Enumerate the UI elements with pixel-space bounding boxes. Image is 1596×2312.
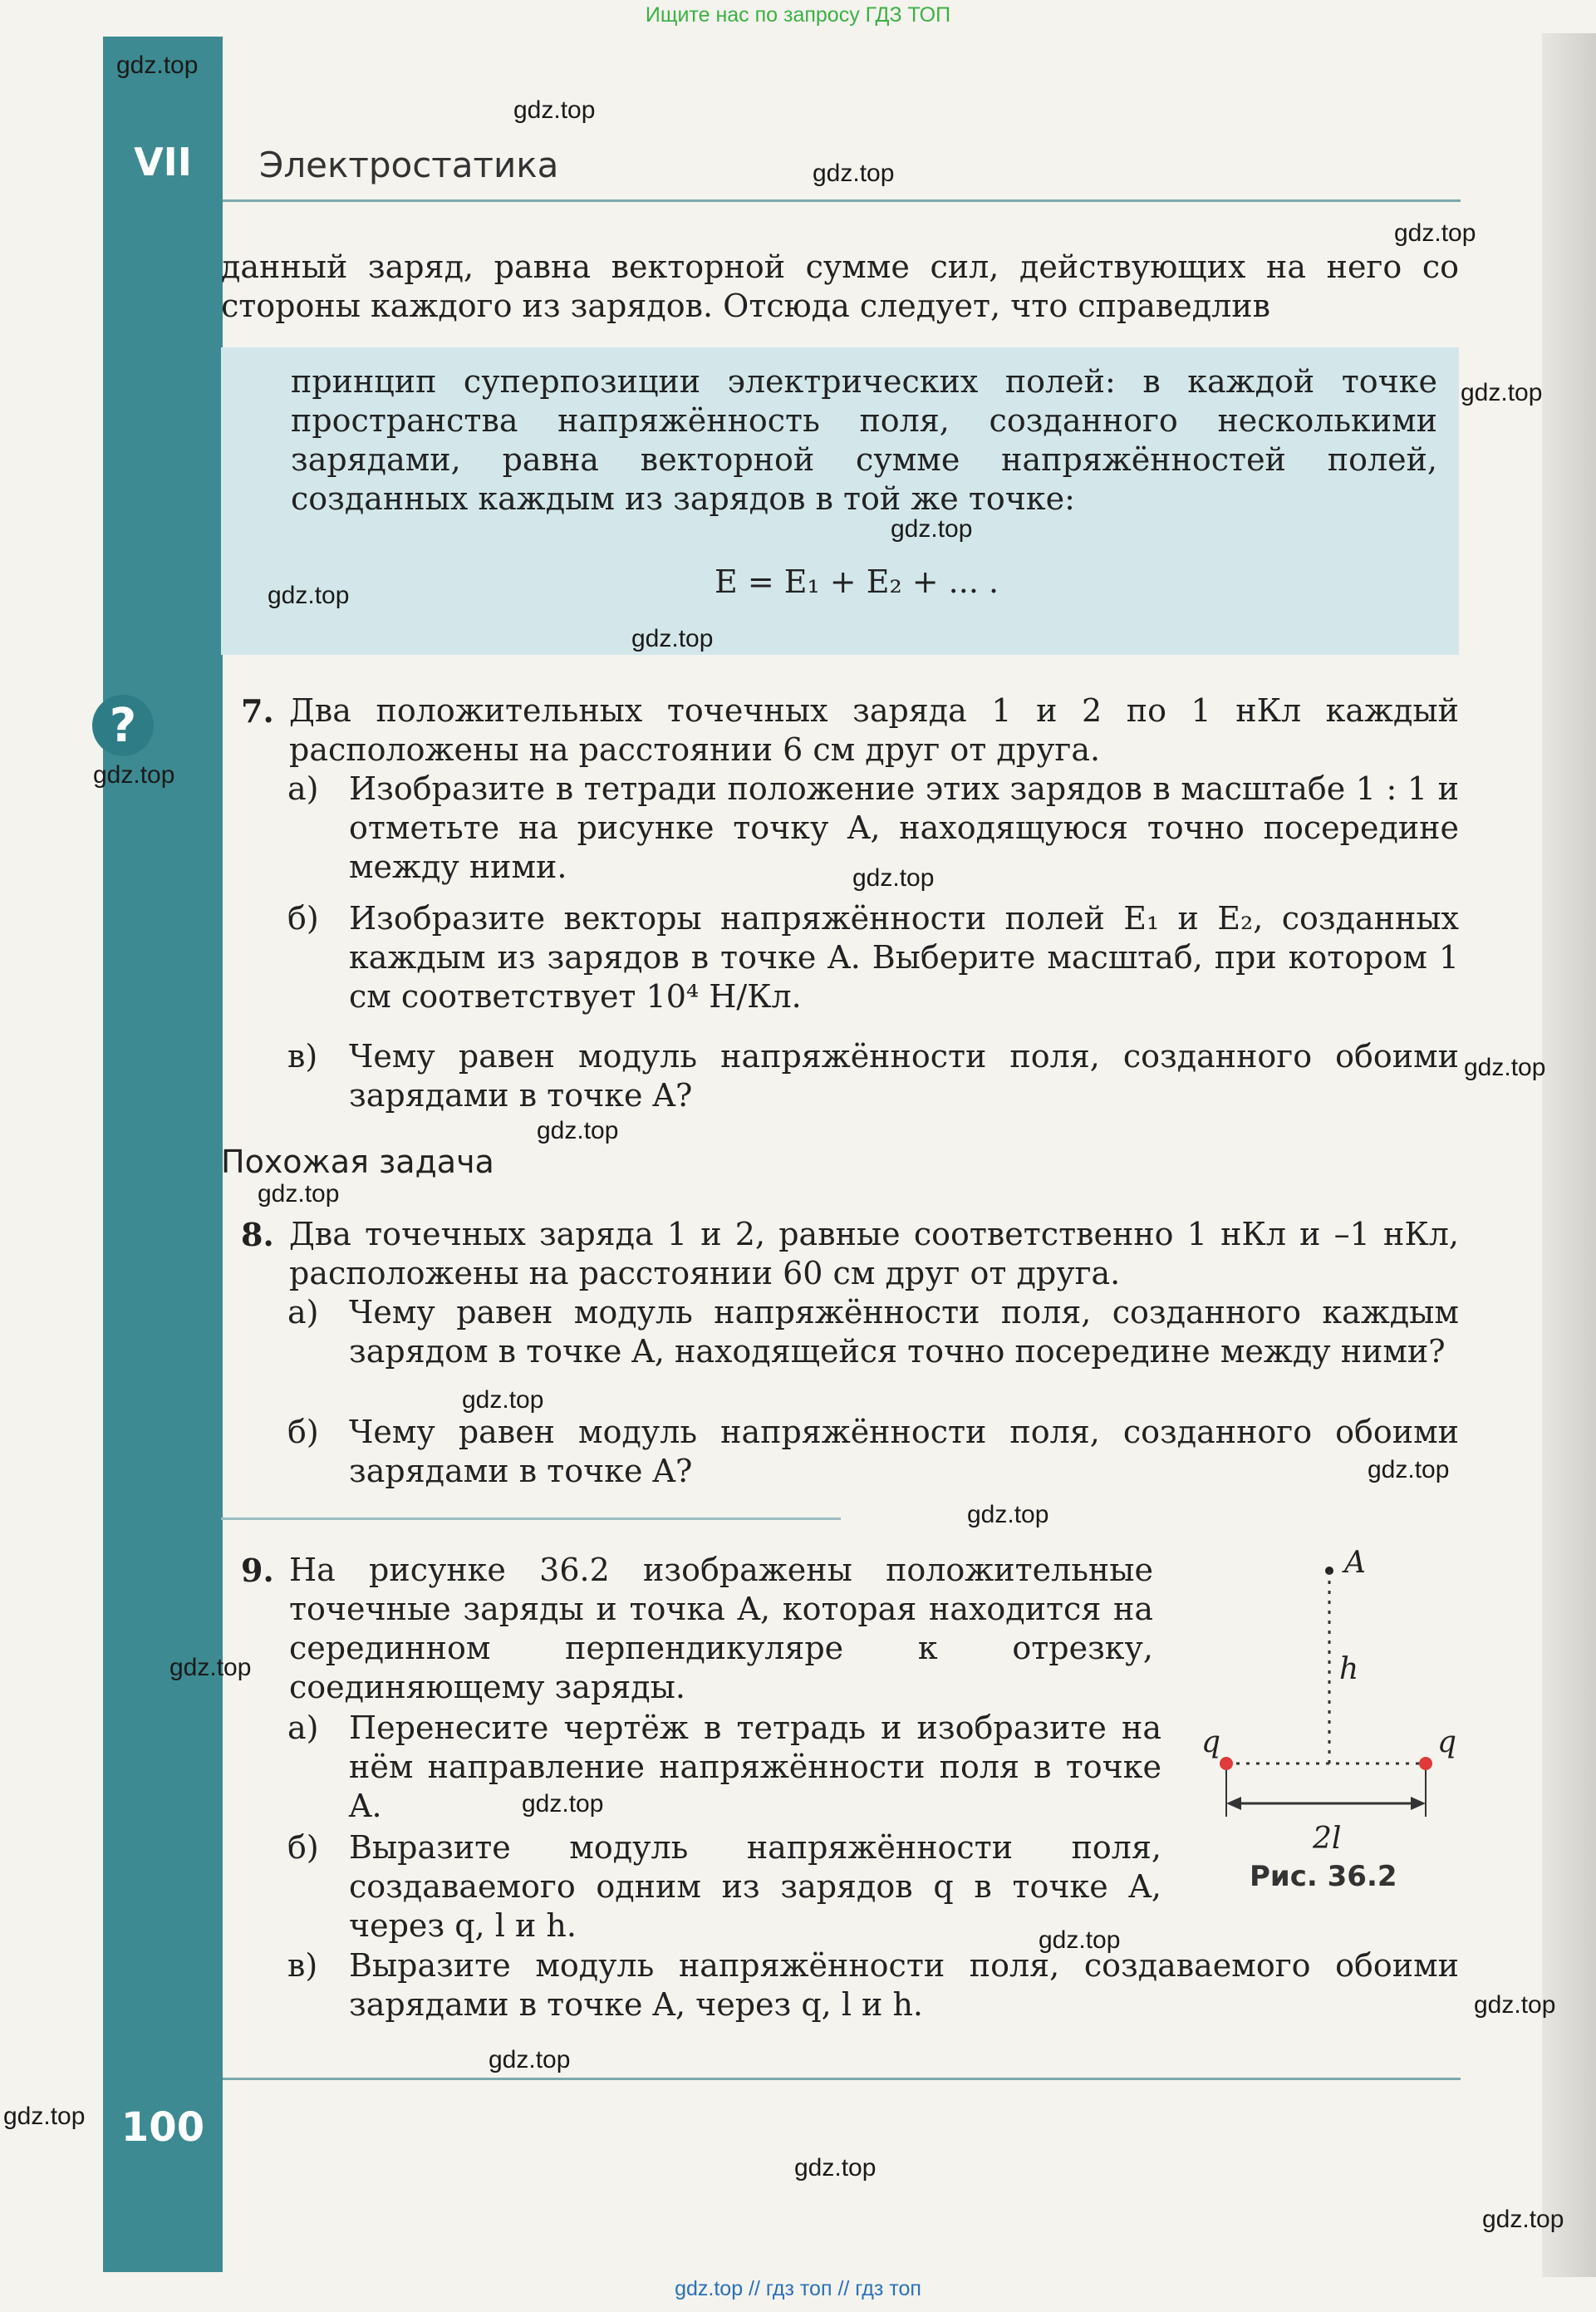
task-9-a-text: Перенесите чертёж в тетрадь и изобразите на нём направление напряжённости поля в точке A. (349, 1709, 1161, 1824)
principle-text: принцип суперпозиции электрических полей: в каждой точке пространства напряжённость поля, созданного несколькими зарядами, равна векторной сумме напряжённостей полей, созданных каждым из зарядов в той же точке: (291, 363, 1437, 517)
point-a-label: A (1344, 1546, 1366, 1580)
page-number: 100 (120, 2104, 205, 2151)
page-edge-shadow (1542, 33, 1596, 2277)
task-7-c-text: Чему равен модуль напряжённости поля, созданного обоими зарядами в точке A? (349, 1038, 1459, 1114)
watermark: gdz.top (93, 761, 175, 789)
watermark: gdz.top (794, 2154, 877, 2182)
task-8-b-label: б) (287, 1414, 319, 1450)
watermark: gdz.top (522, 1790, 604, 1818)
task-9-c-label: в) (287, 1947, 318, 1984)
task-7-b-label: б) (287, 900, 319, 937)
watermark: gdz.top (852, 864, 935, 892)
section-divider (221, 1518, 841, 1520)
watermark: gdz.top (891, 515, 973, 543)
watermark: gdz.top (1394, 219, 1476, 247)
charge-left (1220, 1757, 1233, 1770)
question-icon: ? (92, 695, 154, 756)
top-banner[interactable]: Ищите нас по запросу ГДЗ ТОП (645, 3, 951, 27)
superposition-formula: E = E₁ + E₂ + ... . (715, 563, 999, 600)
task-9-b-text: Выразите модуль напряжённости поля, создаваемого одним из зарядов q в точке A, через q, l и h. (349, 1829, 1161, 1944)
task-7-a-text: Изобразите в тетради положение этих зарядов в масштабе 1 : 1 и отметьте на рисунке точку A, находящуюся точно посередине между ними. (349, 770, 1459, 885)
bottom-banner[interactable]: gdz.top // гдз топ // гдз топ (675, 2277, 921, 2300)
task-7-number: 7. (241, 692, 274, 730)
watermark: gdz.top (631, 625, 714, 652)
task-8-text: Два точечных заряда 1 и 2, равные соответственно 1 нКл и –1 нКл, расположены на расстоянии 60 см друг от друга. (289, 1216, 1459, 1291)
charge-right (1419, 1757, 1432, 1770)
watermark: gdz.top (967, 1501, 1049, 1528)
watermark: gdz.top (537, 1117, 619, 1144)
similar-task-heading: Похожая задача (221, 1144, 494, 1180)
task-8-number: 8. (241, 1216, 274, 1253)
watermark: gdz.top (1464, 1054, 1546, 1081)
watermark: gdz.top (1368, 1456, 1450, 1483)
watermark: gdz.top (1461, 379, 1543, 406)
watermark: gdz.top (3, 2103, 86, 2130)
dimension-arrow-right (1411, 1797, 1426, 1810)
task-7-b-text: Изобразите векторы напряжённости полей E₁ и E₂, созданных каждым из зарядов в точке A. Выберите масштаб, при котором 1 см соответствует 10⁴ Н/Кл. (349, 900, 1459, 1015)
task-9-text: На рисунке 36.2 изображены положительные точечные заряды и точка A, которая находится на серединном перпендикуляре к отрезку, соединяющему заряды. (289, 1552, 1153, 1705)
intro-paragraph: данный заряд, равна векторной сумме сил, действующих на него со стороны каждого из зарядов. Отсюда следует, что справедлив (221, 248, 1459, 324)
task-9-c-text: Выразите модуль напряжённости поля, создаваемого обоими зарядами в точке A, через q, l и h. (349, 1947, 1459, 2023)
header-rule (223, 199, 1461, 202)
chapter-title: Электростатика (259, 145, 559, 185)
watermark: gdz.top (462, 1386, 544, 1414)
watermark: gdz.top (116, 52, 199, 79)
height-label: h (1339, 1652, 1359, 1686)
task-8-a-label: а) (287, 1294, 319, 1331)
figure-caption: Рис. 36.2 (1250, 1860, 1397, 1893)
watermark: gdz.top (489, 2046, 571, 2073)
figure-36-2 (1196, 1546, 1479, 1862)
task-9-b-label: б) (287, 1829, 319, 1866)
watermark: gdz.top (813, 160, 895, 187)
footer-rule (223, 2078, 1461, 2080)
watermark: gdz.top (1474, 1991, 1556, 2019)
task-8-a-text: Чему равен модуль напряжённости поля, созданного каждым зарядом в точке A, находящейся точно посередине между ними? (349, 1294, 1459, 1370)
watermark: gdz.top (1482, 2206, 1564, 2233)
distance-label: 2l (1313, 1822, 1342, 1856)
watermark: gdz.top (513, 96, 596, 124)
dimension-arrow-left (1226, 1797, 1241, 1810)
watermark: gdz.top (258, 1180, 340, 1208)
chapter-sidebar (103, 37, 223, 2272)
chapter-number: VII (134, 140, 192, 184)
task-7-a-label: а) (287, 770, 319, 807)
task-7-c-label: в) (287, 1038, 318, 1075)
watermark: gdz.top (169, 1654, 252, 1681)
watermark: gdz.top (1039, 1926, 1121, 1954)
charge-left-label: q (1201, 1725, 1221, 1759)
watermark: gdz.top (268, 582, 350, 609)
task-9-a-label: а) (287, 1709, 319, 1746)
task-9-number: 9. (241, 1552, 274, 1589)
charge-right-label: q (1437, 1725, 1457, 1759)
task-7-text: Два положительных точечных заряда 1 и 2 по 1 нКл каждый расположены на расстоянии 6 см друг от друга. (289, 692, 1459, 768)
task-8-b-text: Чему равен модуль напряжённости поля, созданного обоими зарядами в точке A? (349, 1414, 1459, 1489)
